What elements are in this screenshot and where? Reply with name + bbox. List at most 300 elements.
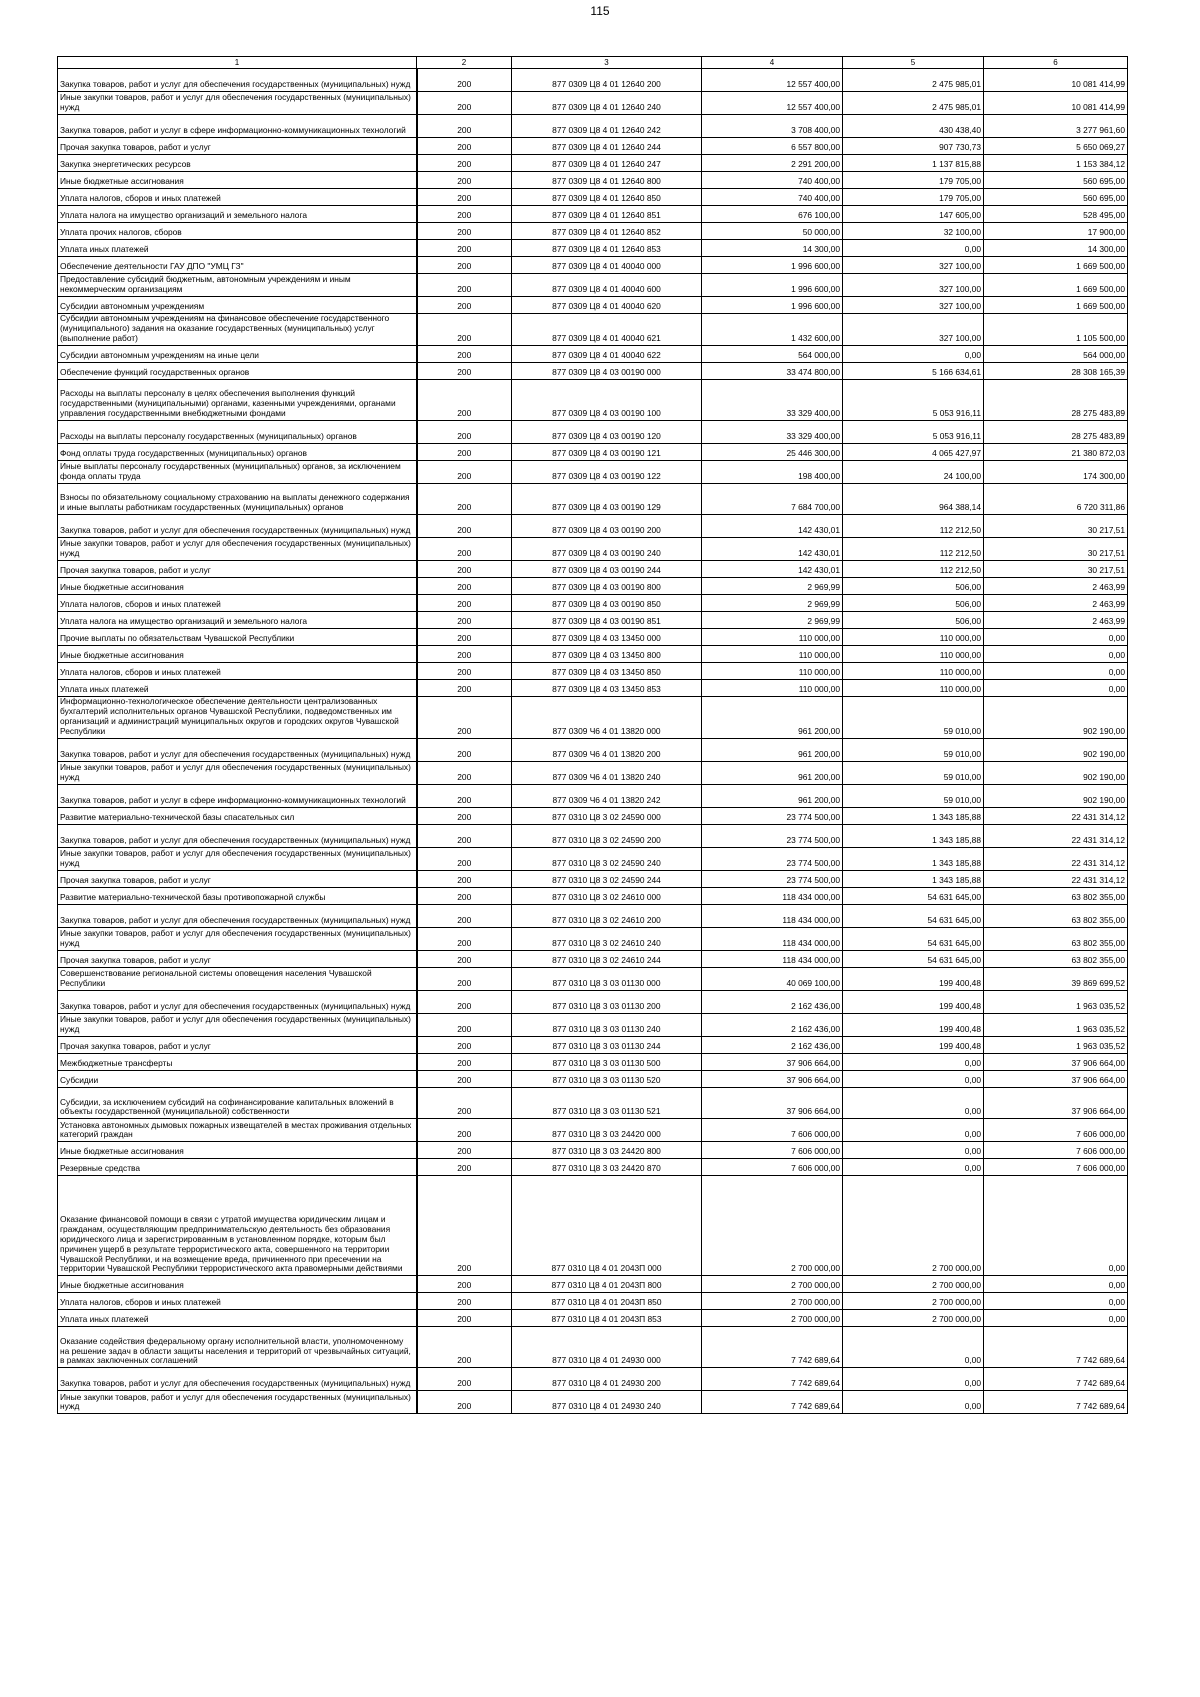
row-value-5: 0,00 — [843, 1053, 984, 1070]
row-value-6: 63 802 355,00 — [984, 887, 1128, 904]
row-value-4: 740 400,00 — [702, 189, 843, 206]
row-code: 200 — [417, 345, 512, 362]
row-value-4: 1 996 600,00 — [702, 274, 843, 297]
table-row — [58, 274, 1128, 297]
row-value-6: 1 963 035,52 — [984, 1013, 1128, 1036]
table-row — [58, 115, 1128, 138]
row-name: Иные закупки товаров, работ и услуг для обеспечения государственных (муниципальных) нужд — [58, 538, 417, 561]
table-row — [58, 847, 1128, 870]
row-value-5: 110 000,00 — [843, 680, 984, 697]
table-row — [58, 595, 1128, 612]
table-row — [58, 138, 1128, 155]
row-value-5: 0,00 — [843, 1119, 984, 1142]
row-kbk: 877 0309 Ц8 4 03 00190 100 — [512, 379, 702, 420]
table-row — [58, 345, 1128, 362]
row-code: 200 — [417, 379, 512, 420]
table-row — [58, 297, 1128, 314]
row-value-5: 112 212,50 — [843, 515, 984, 538]
row-code: 200 — [417, 595, 512, 612]
table-row — [58, 561, 1128, 578]
row-value-6: 2 463,99 — [984, 612, 1128, 629]
row-name: Закупка товаров, работ и услуг в сфере информационно-коммуникационных технологий — [58, 115, 417, 138]
row-value-6: 0,00 — [984, 1293, 1128, 1310]
row-name: Уплата иных платежей — [58, 1310, 417, 1327]
table-row — [58, 1293, 1128, 1310]
table-row — [58, 515, 1128, 538]
row-kbk: 877 0310 Ц8 3 02 24610 000 — [512, 887, 702, 904]
table-row — [58, 155, 1128, 172]
row-kbk: 877 0309 Ц8 4 01 40040 620 — [512, 297, 702, 314]
row-kbk: 877 0309 Ц8 4 01 12640 200 — [512, 69, 702, 92]
row-value-5: 54 631 645,00 — [843, 950, 984, 967]
row-code: 200 — [417, 784, 512, 807]
row-value-6: 560 695,00 — [984, 172, 1128, 189]
row-value-6: 63 802 355,00 — [984, 927, 1128, 950]
row-value-4: 564 000,00 — [702, 345, 843, 362]
row-value-6: 902 190,00 — [984, 738, 1128, 761]
row-code: 200 — [417, 738, 512, 761]
row-value-6: 22 431 314,12 — [984, 847, 1128, 870]
row-name: Субсидии автономным учреждениям на иные цели — [58, 345, 417, 362]
row-value-4: 1 996 600,00 — [702, 297, 843, 314]
row-value-4: 40 069 100,00 — [702, 967, 843, 990]
row-value-5: 0,00 — [843, 1368, 984, 1391]
row-value-5: 59 010,00 — [843, 697, 984, 739]
row-name: Резервные средства — [58, 1159, 417, 1176]
row-kbk: 877 0309 Ч6 4 01 13820 200 — [512, 738, 702, 761]
row-value-5: 179 705,00 — [843, 172, 984, 189]
table-body — [58, 69, 1128, 1414]
table-row — [58, 420, 1128, 443]
row-name: Фонд оплаты труда государственных (муниципальных) органов — [58, 443, 417, 460]
row-name: Иные выплаты персоналу государственных (муниципальных) органов, за исключением фонда оплаты труда — [58, 460, 417, 483]
row-kbk: 877 0309 Ц8 4 03 00190 200 — [512, 515, 702, 538]
row-name: Уплата налогов, сборов и иных платежей — [58, 663, 417, 680]
row-name: Оказание содействия федеральному органу исполнительной власти, уполномоченному на решение задач в области защиты населения и территорий от чрезвычайных ситуаций, в рамках заключенных соглашений — [58, 1327, 417, 1368]
row-kbk: 877 0309 Ц8 4 03 00190 240 — [512, 538, 702, 561]
row-code: 200 — [417, 646, 512, 663]
row-value-6: 0,00 — [984, 680, 1128, 697]
table-row — [58, 1036, 1128, 1053]
row-value-4: 14 300,00 — [702, 240, 843, 257]
row-value-4: 7 742 689,64 — [702, 1368, 843, 1391]
row-code: 200 — [417, 927, 512, 950]
row-value-5: 1 137 815,88 — [843, 155, 984, 172]
row-kbk: 877 0309 Ц8 4 01 40040 600 — [512, 274, 702, 297]
row-code: 200 — [417, 257, 512, 274]
row-kbk: 877 0310 Ц8 3 03 24420 870 — [512, 1159, 702, 1176]
row-kbk: 877 0310 Ц8 3 03 24420 000 — [512, 1119, 702, 1142]
row-value-5: 0,00 — [843, 1159, 984, 1176]
table-row — [58, 578, 1128, 595]
row-value-6: 1 669 500,00 — [984, 297, 1128, 314]
row-name: Субсидии автономным учреждениям на финансовое обеспечение государственного (муниципального) задания на оказание государственных (муниципальных) услуг (выполнение работ) — [58, 314, 417, 346]
row-value-6: 30 217,51 — [984, 561, 1128, 578]
row-kbk: 877 0309 Ч6 4 01 13820 000 — [512, 697, 702, 739]
row-value-4: 142 430,01 — [702, 515, 843, 538]
table-row — [58, 314, 1128, 346]
table-row — [58, 807, 1128, 824]
row-name: Уплата налогов, сборов и иных платежей — [58, 595, 417, 612]
row-value-5: 110 000,00 — [843, 629, 984, 646]
row-value-5: 199 400,48 — [843, 967, 984, 990]
row-code: 200 — [417, 1036, 512, 1053]
row-code: 200 — [417, 314, 512, 346]
row-value-6: 560 695,00 — [984, 189, 1128, 206]
row-value-4: 961 200,00 — [702, 697, 843, 739]
row-kbk: 877 0310 Ц8 3 03 01130 000 — [512, 967, 702, 990]
row-value-5: 24 100,00 — [843, 460, 984, 483]
row-name: Иные закупки товаров, работ и услуг для обеспечения государственных (муниципальных) нужд — [58, 761, 417, 784]
row-code: 200 — [417, 1053, 512, 1070]
column-header: 4 — [702, 57, 843, 69]
row-value-4: 1 996 600,00 — [702, 257, 843, 274]
row-value-5: 0,00 — [843, 1142, 984, 1159]
row-value-4: 118 434 000,00 — [702, 904, 843, 927]
row-code: 200 — [417, 274, 512, 297]
row-value-4: 198 400,00 — [702, 460, 843, 483]
table-row — [58, 738, 1128, 761]
row-name: Расходы на выплаты персоналу в целях обеспечения выполнения функций государственными (муниципальными) органами, казенными учреждениями, органами управления государственными внебюджетными фондами — [58, 379, 417, 420]
row-value-4: 2 969,99 — [702, 578, 843, 595]
row-value-4: 12 557 400,00 — [702, 69, 843, 92]
row-value-5: 199 400,48 — [843, 1036, 984, 1053]
row-value-5: 0,00 — [843, 1391, 984, 1414]
table-row — [58, 1368, 1128, 1391]
row-code: 200 — [417, 663, 512, 680]
row-name: Иные закупки товаров, работ и услуг для обеспечения государственных (муниципальных) нужд — [58, 92, 417, 115]
row-value-5: 5 166 634,61 — [843, 362, 984, 379]
table-row — [58, 240, 1128, 257]
row-value-6: 564 000,00 — [984, 345, 1128, 362]
row-name: Межбюджетные трансферты — [58, 1053, 417, 1070]
table-row — [58, 663, 1128, 680]
row-kbk: 877 0310 Ц8 3 02 24610 240 — [512, 927, 702, 950]
row-value-6: 902 190,00 — [984, 761, 1128, 784]
row-code: 200 — [417, 870, 512, 887]
row-kbk: 877 0310 Ц8 3 03 01130 244 — [512, 1036, 702, 1053]
table-row — [58, 887, 1128, 904]
row-code: 200 — [417, 967, 512, 990]
row-value-6: 0,00 — [984, 1176, 1128, 1276]
row-name: Закупка товаров, работ и услуг для обеспечения государственных (муниципальных) нужд — [58, 69, 417, 92]
row-value-6: 1 963 035,52 — [984, 990, 1128, 1013]
row-value-6: 21 380 872,03 — [984, 443, 1128, 460]
row-name: Развитие материально-технической базы спасательных сил — [58, 807, 417, 824]
row-value-6: 37 906 664,00 — [984, 1053, 1128, 1070]
row-code: 200 — [417, 420, 512, 443]
table-header-row — [58, 57, 1128, 69]
row-value-6: 30 217,51 — [984, 538, 1128, 561]
table-row — [58, 1087, 1128, 1119]
row-value-6: 1 669 500,00 — [984, 274, 1128, 297]
row-kbk: 877 0309 Ц8 4 01 40040 621 — [512, 314, 702, 346]
row-kbk: 877 0309 Ч6 4 01 13820 242 — [512, 784, 702, 807]
row-value-6: 22 431 314,12 — [984, 807, 1128, 824]
row-value-4: 142 430,01 — [702, 538, 843, 561]
row-code: 200 — [417, 538, 512, 561]
row-kbk: 877 0310 Ц8 3 03 01130 521 — [512, 1087, 702, 1119]
row-value-4: 110 000,00 — [702, 680, 843, 697]
table-row — [58, 1159, 1128, 1176]
row-value-5: 327 100,00 — [843, 314, 984, 346]
row-value-4: 2 700 000,00 — [702, 1176, 843, 1276]
row-value-6: 0,00 — [984, 1310, 1128, 1327]
row-name: Субсидии, за исключением субсидий на софинансирование капитальных вложений в объекты государственной (муниципальной) собственности — [58, 1087, 417, 1119]
row-value-5: 54 631 645,00 — [843, 887, 984, 904]
row-kbk: 877 0309 Ц8 4 03 00190 120 — [512, 420, 702, 443]
row-code: 200 — [417, 1368, 512, 1391]
row-value-6: 17 900,00 — [984, 223, 1128, 240]
row-name: Субсидии — [58, 1070, 417, 1087]
row-name: Оказание финансовой помощи в связи с утратой имущества юридическим лицам и гражданам, осуществляющим предпринимательскую деятельность без образования юридического лица и зарегистрированным в установленном порядке, которым был причинен ущерб в результате террористического акта, совершенного на территории Чувашской Республики, и на возмещение вреда, причиненного при пресечении на территории Чувашской Республики террористического акта правомерными действиями — [58, 1176, 417, 1276]
row-kbk: 877 0309 Ц8 4 03 00190 244 — [512, 561, 702, 578]
row-value-6: 902 190,00 — [984, 784, 1128, 807]
row-code: 200 — [417, 824, 512, 847]
row-value-4: 12 557 400,00 — [702, 92, 843, 115]
row-name: Уплата налогов, сборов и иных платежей — [58, 1293, 417, 1310]
row-value-4: 23 774 500,00 — [702, 870, 843, 887]
row-value-4: 7 742 689,64 — [702, 1327, 843, 1368]
row-value-6: 37 906 664,00 — [984, 1070, 1128, 1087]
row-code: 200 — [417, 680, 512, 697]
row-name: Уплата иных платежей — [58, 680, 417, 697]
row-value-6: 63 802 355,00 — [984, 904, 1128, 927]
row-code: 200 — [417, 697, 512, 739]
row-value-5: 2 700 000,00 — [843, 1310, 984, 1327]
row-kbk: 877 0309 Ц8 4 03 00190 800 — [512, 578, 702, 595]
row-code: 200 — [417, 761, 512, 784]
row-code: 200 — [417, 904, 512, 927]
table-row — [58, 257, 1128, 274]
row-value-4: 740 400,00 — [702, 172, 843, 189]
row-value-5: 0,00 — [843, 1070, 984, 1087]
row-code: 200 — [417, 629, 512, 646]
row-code: 200 — [417, 1142, 512, 1159]
row-name: Иные закупки товаров, работ и услуг для обеспечения государственных (муниципальных) нужд — [58, 1391, 417, 1414]
row-value-4: 118 434 000,00 — [702, 927, 843, 950]
row-name: Иные закупки товаров, работ и услуг для обеспечения государственных (муниципальных) нужд — [58, 927, 417, 950]
row-value-5: 430 438,40 — [843, 115, 984, 138]
row-name: Расходы на выплаты персоналу государственных (муниципальных) органов — [58, 420, 417, 443]
row-kbk: 877 0309 Ц8 4 03 00190 121 — [512, 443, 702, 460]
row-value-5: 506,00 — [843, 595, 984, 612]
row-value-4: 110 000,00 — [702, 629, 843, 646]
row-name: Прочая закупка товаров, работ и услуг — [58, 1036, 417, 1053]
row-value-6: 3 277 961,60 — [984, 115, 1128, 138]
row-value-4: 2 700 000,00 — [702, 1310, 843, 1327]
table-row — [58, 538, 1128, 561]
row-value-5: 5 053 916,11 — [843, 420, 984, 443]
row-kbk: 877 0309 Ц8 4 03 00190 851 — [512, 612, 702, 629]
row-name: Уплата налогов, сборов и иных платежей — [58, 189, 417, 206]
row-value-4: 37 906 664,00 — [702, 1053, 843, 1070]
row-value-6: 30 217,51 — [984, 515, 1128, 538]
row-value-4: 2 700 000,00 — [702, 1276, 843, 1293]
row-value-4: 110 000,00 — [702, 663, 843, 680]
row-name: Закупка товаров, работ и услуг для обеспечения государственных (муниципальных) нужд — [58, 1368, 417, 1391]
row-code: 200 — [417, 297, 512, 314]
row-value-4: 37 906 664,00 — [702, 1087, 843, 1119]
row-name: Прочие выплаты по обязательствам Чувашской Республики — [58, 629, 417, 646]
row-value-6: 0,00 — [984, 629, 1128, 646]
table-row — [58, 990, 1128, 1013]
table-row — [58, 680, 1128, 697]
row-code: 200 — [417, 483, 512, 515]
row-kbk: 877 0309 Ц8 4 03 00190 850 — [512, 595, 702, 612]
row-value-6: 28 308 165,39 — [984, 362, 1128, 379]
table-row — [58, 460, 1128, 483]
row-name: Иные бюджетные ассигнования — [58, 1276, 417, 1293]
row-name: Установка автономных дымовых пожарных извещателей в местах проживания отдельных категорий граждан — [58, 1119, 417, 1142]
row-value-6: 2 463,99 — [984, 578, 1128, 595]
row-code: 200 — [417, 206, 512, 223]
table-row — [58, 1070, 1128, 1087]
row-value-6: 28 275 483,89 — [984, 420, 1128, 443]
row-value-6: 0,00 — [984, 1276, 1128, 1293]
row-name: Иные бюджетные ассигнования — [58, 172, 417, 189]
row-value-5: 110 000,00 — [843, 663, 984, 680]
row-value-5: 327 100,00 — [843, 257, 984, 274]
row-value-6: 6 720 311,86 — [984, 483, 1128, 515]
row-name: Предоставление субсидий бюджетным, автономным учреждениям и иным некоммерческим организациям — [58, 274, 417, 297]
row-name: Информационно-технологическое обеспечение деятельности централизованных бухгалтерий исполнительных органов Чувашской Республики, подведомственных им организаций и администраций муниципальных округов и городских округов Чувашской Республики — [58, 697, 417, 739]
row-code: 200 — [417, 172, 512, 189]
table-row — [58, 172, 1128, 189]
row-value-6: 902 190,00 — [984, 697, 1128, 739]
column-header: 2 — [417, 57, 512, 69]
row-name: Прочая закупка товаров, работ и услуг — [58, 950, 417, 967]
row-value-6: 2 463,99 — [984, 595, 1128, 612]
row-value-6: 37 906 664,00 — [984, 1087, 1128, 1119]
row-value-5: 0,00 — [843, 240, 984, 257]
row-name: Уплата налога на имущество организаций и земельного налога — [58, 206, 417, 223]
row-value-6: 1 963 035,52 — [984, 1036, 1128, 1053]
row-value-5: 506,00 — [843, 612, 984, 629]
row-value-6: 7 606 000,00 — [984, 1119, 1128, 1142]
table-row — [58, 870, 1128, 887]
table-row — [58, 1276, 1128, 1293]
table-row — [58, 206, 1128, 223]
row-name: Иные закупки товаров, работ и услуг для обеспечения государственных (муниципальных) нужд — [58, 847, 417, 870]
row-value-4: 2 969,99 — [702, 612, 843, 629]
row-name: Уплата прочих налогов, сборов — [58, 223, 417, 240]
row-value-5: 112 212,50 — [843, 538, 984, 561]
row-code: 200 — [417, 1159, 512, 1176]
row-value-5: 2 700 000,00 — [843, 1293, 984, 1310]
row-value-4: 961 200,00 — [702, 761, 843, 784]
row-value-5: 147 605,00 — [843, 206, 984, 223]
column-header: 6 — [984, 57, 1128, 69]
row-code: 200 — [417, 240, 512, 257]
row-value-5: 2 700 000,00 — [843, 1176, 984, 1276]
row-code: 200 — [417, 92, 512, 115]
table-row — [58, 904, 1128, 927]
row-code: 200 — [417, 887, 512, 904]
row-name: Закупка товаров, работ и услуг для обеспечения государственных (муниципальных) нужд — [58, 824, 417, 847]
row-value-4: 2 162 436,00 — [702, 1013, 843, 1036]
row-value-4: 37 906 664,00 — [702, 1070, 843, 1087]
row-value-6: 528 495,00 — [984, 206, 1128, 223]
row-name: Взносы по обязательному социальному страхованию на выплаты денежного содержания и иные выплаты работникам государственных (муниципальных) органов — [58, 483, 417, 515]
row-value-6: 7 742 689,64 — [984, 1368, 1128, 1391]
row-value-6: 0,00 — [984, 646, 1128, 663]
row-value-5: 112 212,50 — [843, 561, 984, 578]
row-kbk: 877 0309 Ц8 4 01 12640 852 — [512, 223, 702, 240]
row-value-5: 0,00 — [843, 1087, 984, 1119]
row-code: 200 — [417, 561, 512, 578]
row-name: Закупка товаров, работ и услуг в сфере информационно-коммуникационных технологий — [58, 784, 417, 807]
row-value-5: 327 100,00 — [843, 297, 984, 314]
row-value-5: 2 475 985,01 — [843, 69, 984, 92]
row-value-4: 2 291 200,00 — [702, 155, 843, 172]
row-value-6: 14 300,00 — [984, 240, 1128, 257]
row-value-5: 59 010,00 — [843, 738, 984, 761]
row-value-6: 7 606 000,00 — [984, 1142, 1128, 1159]
row-value-5: 2 700 000,00 — [843, 1276, 984, 1293]
row-name: Развитие материально-технической базы противопожарной службы — [58, 887, 417, 904]
row-value-5: 59 010,00 — [843, 784, 984, 807]
row-kbk: 877 0310 Ц8 3 03 01130 200 — [512, 990, 702, 1013]
row-value-5: 110 000,00 — [843, 646, 984, 663]
row-name: Закупка товаров, работ и услуг для обеспечения государственных (муниципальных) нужд — [58, 904, 417, 927]
table-row — [58, 69, 1128, 92]
row-value-6: 22 431 314,12 — [984, 870, 1128, 887]
row-kbk: 877 0310 Ц8 3 02 24610 200 — [512, 904, 702, 927]
row-value-5: 199 400,48 — [843, 1013, 984, 1036]
row-code: 200 — [417, 138, 512, 155]
row-name: Обеспечение функций государственных органов — [58, 362, 417, 379]
row-value-4: 676 100,00 — [702, 206, 843, 223]
row-kbk: 877 0309 Ц8 4 01 12640 800 — [512, 172, 702, 189]
row-code: 200 — [417, 1293, 512, 1310]
table-row — [58, 824, 1128, 847]
row-kbk: 877 0310 Ц8 4 01 2043П 000 — [512, 1176, 702, 1276]
row-value-4: 7 606 000,00 — [702, 1119, 843, 1142]
row-kbk: 877 0310 Ц8 4 01 24930 000 — [512, 1327, 702, 1368]
row-name: Закупка товаров, работ и услуг для обеспечения государственных (муниципальных) нужд — [58, 738, 417, 761]
row-value-4: 961 200,00 — [702, 784, 843, 807]
row-kbk: 877 0310 Ц8 3 03 01130 240 — [512, 1013, 702, 1036]
row-value-4: 33 329 400,00 — [702, 379, 843, 420]
page-number: 115 — [590, 4, 610, 18]
table-row — [58, 784, 1128, 807]
row-value-6: 39 869 699,52 — [984, 967, 1128, 990]
row-value-6: 1 669 500,00 — [984, 257, 1128, 274]
row-kbk: 877 0310 Ц8 3 02 24590 244 — [512, 870, 702, 887]
row-name: Закупка товаров, работ и услуг для обеспечения государственных (муниципальных) нужд — [58, 515, 417, 538]
row-value-5: 1 343 185,88 — [843, 870, 984, 887]
table-row — [58, 483, 1128, 515]
row-value-5: 54 631 645,00 — [843, 927, 984, 950]
table-row — [58, 629, 1128, 646]
row-value-6: 1 105 500,00 — [984, 314, 1128, 346]
row-kbk: 877 0310 Ц8 4 01 2043П 800 — [512, 1276, 702, 1293]
row-code: 200 — [417, 155, 512, 172]
row-name: Совершенствование региональной системы оповещения населения Чувашской Республики — [58, 967, 417, 990]
row-value-5: 0,00 — [843, 1327, 984, 1368]
table-row — [58, 223, 1128, 240]
row-value-4: 118 434 000,00 — [702, 950, 843, 967]
row-kbk: 877 0310 Ц8 3 02 24590 000 — [512, 807, 702, 824]
row-name: Иные бюджетные ассигнования — [58, 578, 417, 595]
row-code: 200 — [417, 807, 512, 824]
table-row — [58, 950, 1128, 967]
row-value-6: 10 081 414,99 — [984, 69, 1128, 92]
row-name: Иные бюджетные ассигнования — [58, 646, 417, 663]
row-value-6: 63 802 355,00 — [984, 950, 1128, 967]
row-value-4: 6 557 800,00 — [702, 138, 843, 155]
